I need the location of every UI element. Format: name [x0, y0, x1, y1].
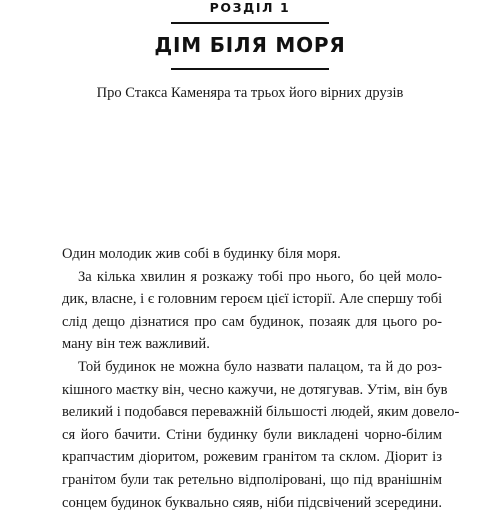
text-line: слід дещо дізнатися про сам будинок, позаяк для цього ро-: [62, 313, 442, 330]
text-line: гранітом були так ретельно відполіровані, що під вранішнім: [62, 471, 442, 488]
chapter-title: ДІМ БІЛЯ МОРЯ: [154, 33, 346, 57]
text-line: дик, власне, і є головним героєм цієї історії. Але спершу тобі: [62, 291, 443, 308]
text-line: Один молодик жив собі в будинку біля моря.: [62, 246, 341, 262]
text-line: ману він теж важливий.: [62, 336, 210, 353]
text-line: Той будинок не можна було назвати палацом, та й до роз-: [78, 358, 442, 375]
chapter-subtitle: Про Стакса Каменяра та трьох його вірних друзів: [96, 85, 404, 101]
title-rule-bottom: [171, 68, 329, 70]
chapter-number: РОЗДІЛ 1: [209, 0, 291, 15]
body-text: [62, 243, 460, 514]
text-line: великий і подобався переважній більшості людей, яким довело-: [62, 404, 460, 421]
text-line: крапчастим діоритом, рожевим гранітом та склом. Діорит із: [62, 449, 442, 466]
text-line: За кілька хвилин я розкажу тобі про нього, бо цей моло-: [78, 268, 442, 285]
text-line: ся його бачити. Стіни будинку були викладені чорно-білим: [62, 426, 442, 443]
text-line: сонцем будинок буквально сяяв, ніби підсвічений зсередини.: [62, 494, 442, 511]
text-line: кішного маєтку він, чесно кажучи, не дотягував. Утім, він був: [62, 381, 448, 398]
title-rule-top: [171, 22, 329, 24]
